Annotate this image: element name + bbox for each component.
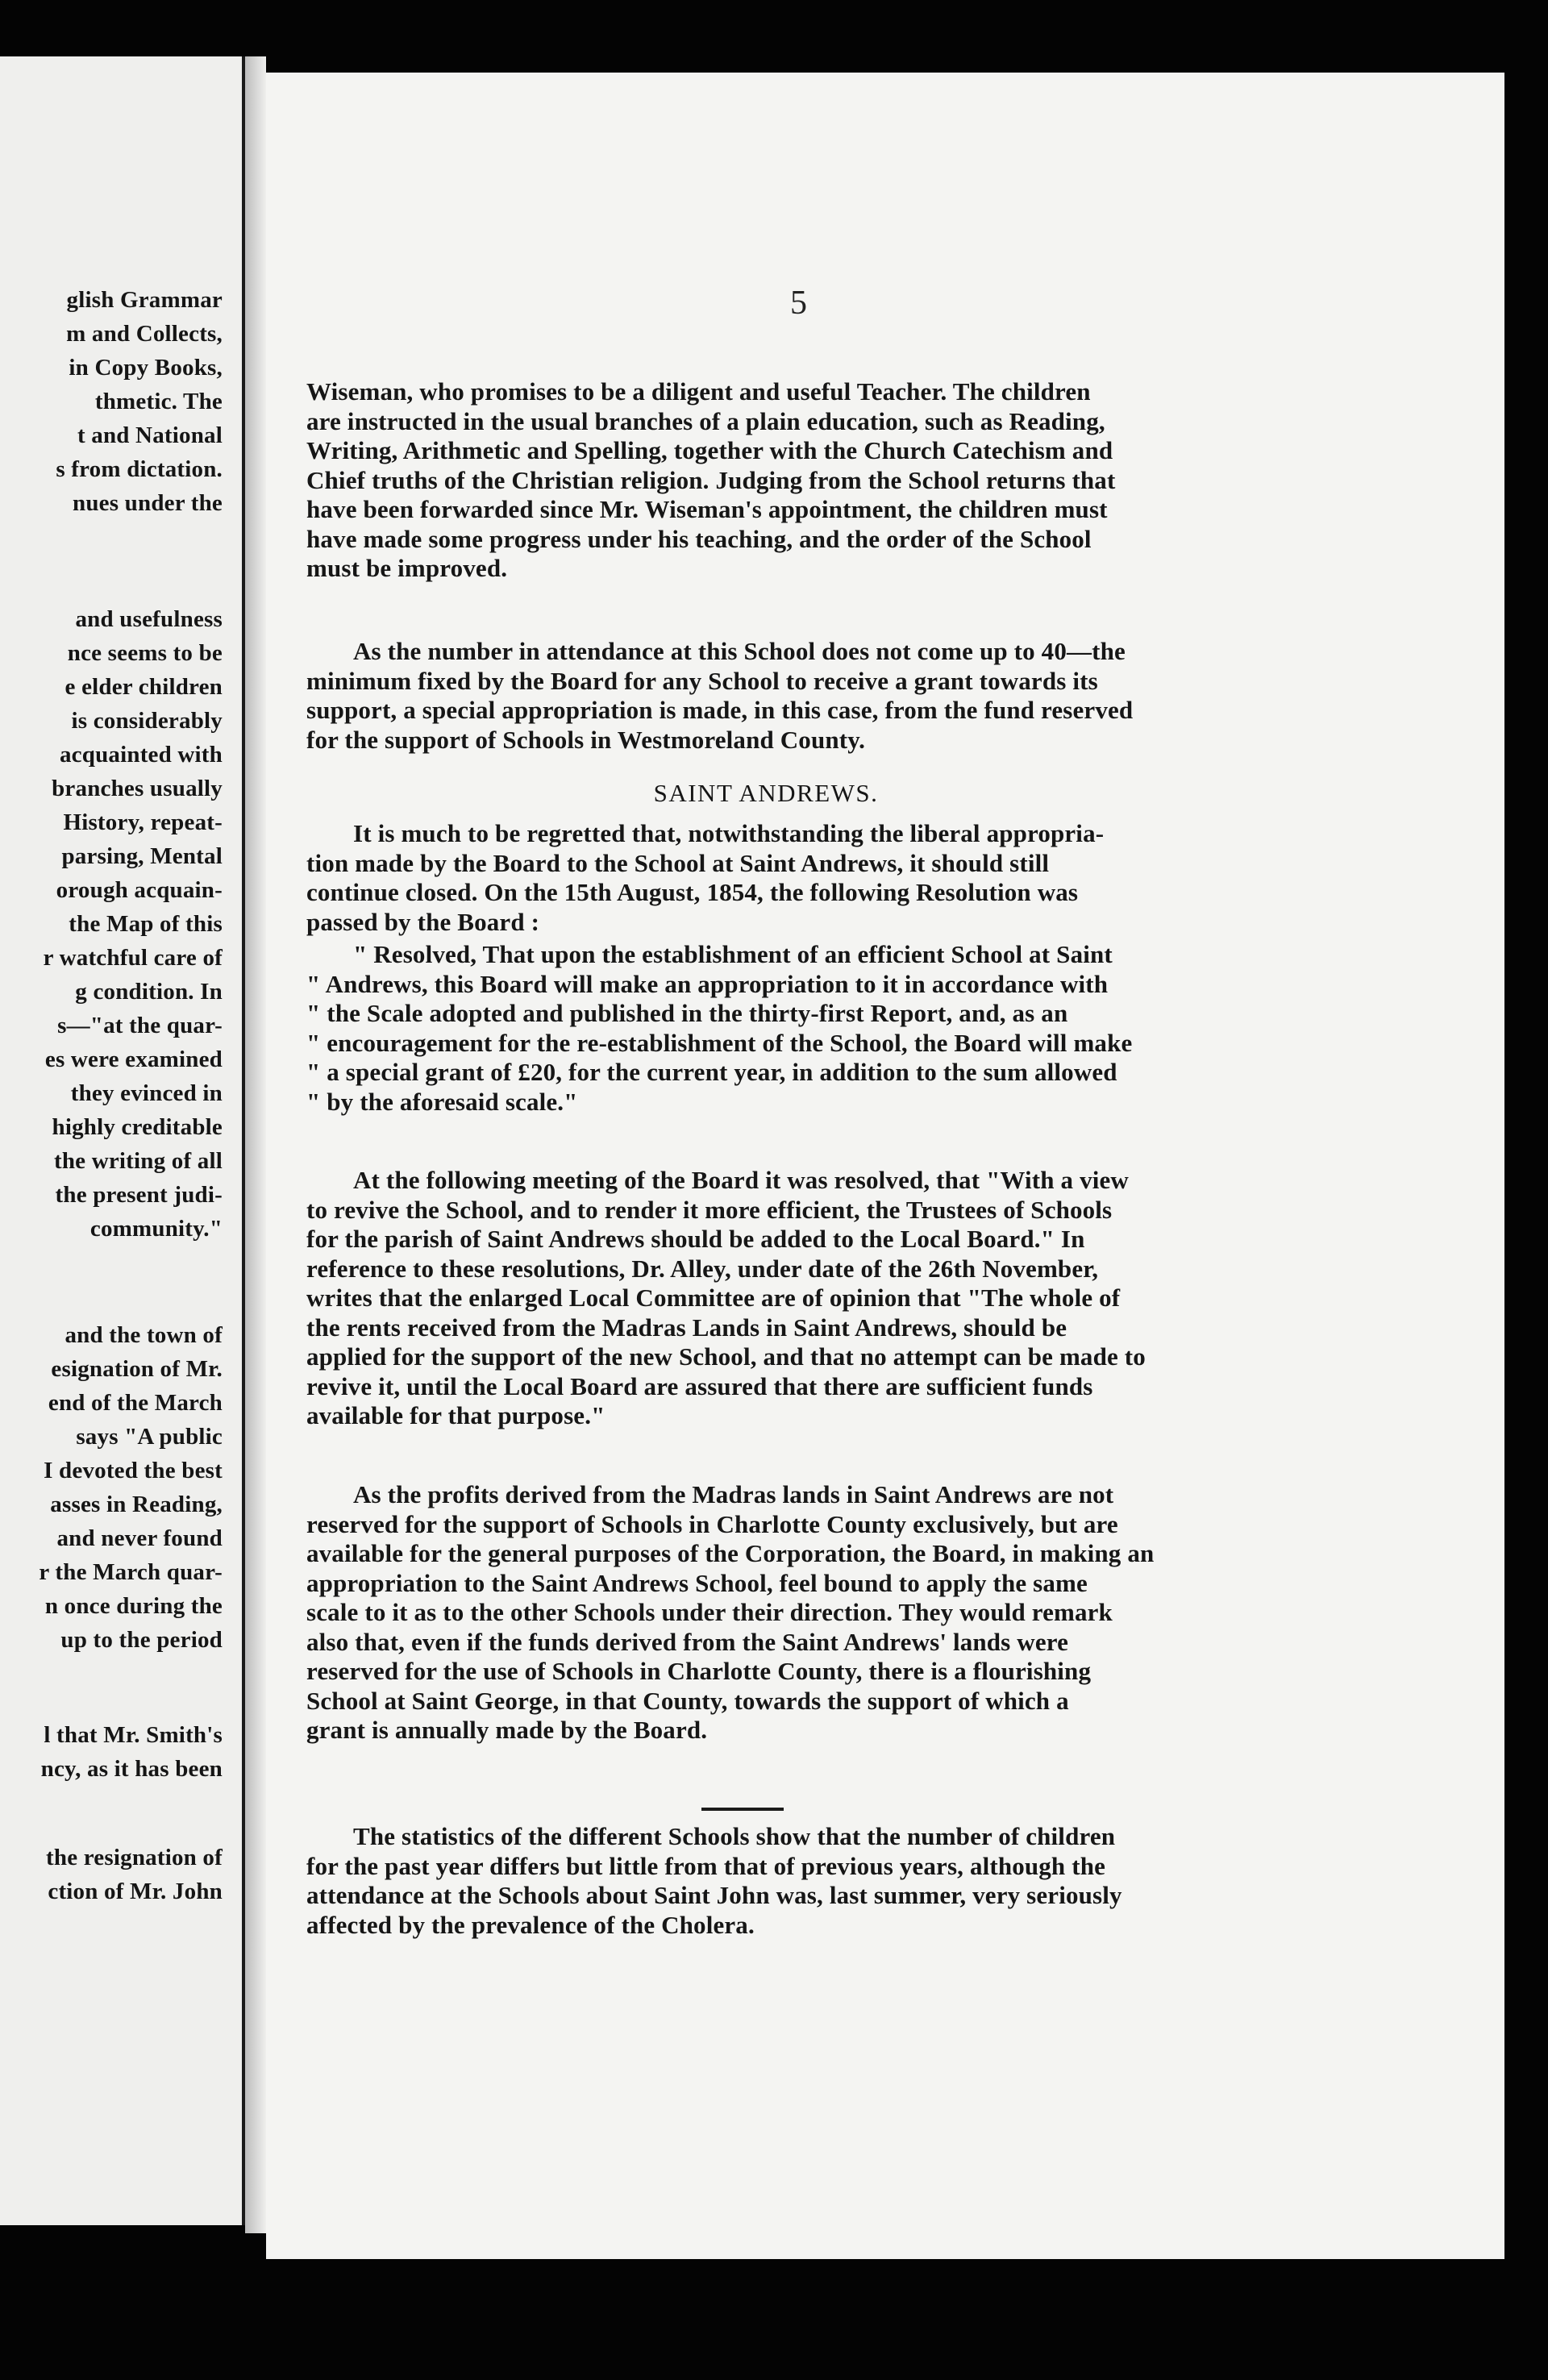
body-text-line: available for the general purposes of the Corporation, the Board, in making an bbox=[306, 1539, 1155, 1567]
left-page-line: nce seems to be bbox=[67, 640, 223, 666]
body-text-line: scale to it as to the other Schools under their direction. They would remark bbox=[306, 1598, 1113, 1626]
left-page-line: highly creditable bbox=[52, 1114, 223, 1140]
left-page-line: esignation of Mr. bbox=[51, 1356, 223, 1382]
left-page-line: l that Mr. Smith's bbox=[44, 1722, 223, 1748]
left-page-line: is considerably bbox=[71, 708, 223, 734]
page-number: 5 bbox=[790, 285, 807, 322]
body-text-line: At the following meeting of the Board it was resolved, that "With a view bbox=[353, 1166, 1129, 1194]
body-text-line: also that, even if the funds derived from the Saint Andrews' lands were bbox=[306, 1627, 1068, 1656]
body-text-line: reference to these resolutions, Dr. Alley, under date of the 26th November, bbox=[306, 1254, 1099, 1283]
body-text-line: applied for the support of the new School, and that no attempt can be made to bbox=[306, 1342, 1146, 1371]
page-shadow bbox=[245, 56, 266, 2233]
body-text-line: " Andrews, this Board will make an appropriation to it in accordance with bbox=[306, 969, 1109, 998]
left-page-line: and the town of bbox=[64, 1322, 223, 1348]
body-text-line: writes that the enlarged Local Committee are of opinion that "The whole of bbox=[306, 1284, 1121, 1312]
left-page-line: nues under the bbox=[73, 490, 223, 516]
body-text-line: As the number in attendance at this School does not come up to 40—the bbox=[353, 637, 1126, 665]
left-page-line: m and Collects, bbox=[66, 321, 223, 347]
left-page-line: acquainted with bbox=[59, 742, 223, 768]
left-page-line: and never found bbox=[56, 1525, 223, 1551]
left-page-line: branches usually bbox=[52, 776, 223, 801]
body-text-line: for the parish of Saint Andrews should be added to the Local Board." In bbox=[306, 1225, 1085, 1253]
body-text-line: " encouragement for the re-establishment of the School, the Board will make bbox=[306, 1028, 1133, 1057]
body-text-line: for the support of Schools in Westmoreland County. bbox=[306, 725, 866, 754]
body-text-line: Chief truths of the Christian religion. Judging from the School returns that bbox=[306, 465, 1116, 494]
left-page-line: e elder children bbox=[64, 674, 223, 700]
left-page-line: in Copy Books, bbox=[69, 355, 223, 381]
left-page-line: the present judi- bbox=[55, 1182, 223, 1208]
left-page-line: g condition. In bbox=[75, 979, 223, 1005]
body-text-line: reserved for the support of Schools in Charlotte County exclusively, but are bbox=[306, 1509, 1118, 1538]
body-text-line: support, a special appropriation is made, in this case, from the fund reserved bbox=[306, 696, 1134, 724]
left-page-line: the resignation of bbox=[46, 1845, 223, 1870]
body-text-line: to revive the School, and to render it more efficient, the Trustees of Schools bbox=[306, 1195, 1113, 1224]
body-text-line: As the profits derived from the Madras lands in Saint Andrews are not bbox=[353, 1480, 1114, 1508]
left-page-line: parsing, Mental bbox=[61, 843, 223, 869]
body-text-line: Writing, Arithmetic and Spelling, together with the Church Catechism and bbox=[306, 436, 1113, 464]
left-page-line: they evinced in bbox=[70, 1080, 223, 1106]
body-text-line: affected by the prevalence of the Cholera. bbox=[306, 1910, 755, 1939]
body-text-line: Wiseman, who promises to be a diligent and useful Teacher. The children bbox=[306, 377, 1091, 406]
left-page-line: s from dictation. bbox=[56, 456, 223, 482]
left-page-line: the writing of all bbox=[54, 1148, 223, 1174]
body-text-line: tion made by the Board to the School at Saint Andrews, it should still bbox=[306, 848, 1050, 877]
left-page-line: es were examined bbox=[44, 1046, 223, 1072]
body-text-line: passed by the Board : bbox=[306, 907, 540, 936]
left-page-line: t and National bbox=[77, 422, 223, 448]
left-page-line: end of the March bbox=[48, 1390, 223, 1416]
body-text-line: attendance at the Schools about Saint John was, last summer, very seriously bbox=[306, 1881, 1122, 1909]
body-text-line: minimum fixed by the Board for any School to receive a grant towards its bbox=[306, 666, 1098, 695]
body-text-line: appropriation to the Saint Andrews School, feel bound to apply the same bbox=[306, 1568, 1088, 1597]
left-page-line: up to the period bbox=[60, 1627, 223, 1653]
body-text-line: revive it, until the Local Board are assured that there are sufficient funds bbox=[306, 1371, 1093, 1400]
body-text-line: " the Scale adopted and published in the thirty-first Report, and, as an bbox=[306, 999, 1068, 1027]
body-text-line: available for that purpose." bbox=[306, 1401, 605, 1429]
body-text-line: School at Saint George, in that County, towards the support of which a bbox=[306, 1686, 1069, 1715]
body-text-line: The statistics of the different Schools show that the number of children bbox=[353, 1822, 1116, 1850]
body-text-line: are instructed in the usual branches of a plain education, such as Reading, bbox=[306, 406, 1105, 435]
right-page bbox=[266, 73, 1504, 2259]
left-page-line: History, repeat- bbox=[63, 809, 223, 835]
body-text-line: " a special grant of £20, for the current year, in addition to the sum allowed bbox=[306, 1058, 1117, 1086]
left-page-line: orough acquain- bbox=[56, 877, 223, 903]
left-page-line: and usefulness bbox=[75, 606, 223, 632]
body-text-line: have been forwarded since Mr. Wiseman's appointment, the children must bbox=[306, 495, 1108, 523]
left-page-line: community." bbox=[89, 1216, 223, 1242]
left-page-line: s—"at the quar- bbox=[57, 1013, 223, 1038]
body-text-line: have made some progress under his teaching, and the order of the School bbox=[306, 524, 1092, 553]
body-text-line: grant is annually made by the Board. bbox=[306, 1716, 708, 1744]
body-text-line: the rents received from the Madras Lands in Saint Andrews, should be bbox=[306, 1313, 1067, 1342]
left-page-line: ncy, as it has been bbox=[40, 1756, 223, 1782]
left-page-line: thmetic. The bbox=[94, 389, 223, 414]
left-page-line: says "A public bbox=[76, 1424, 223, 1450]
left-page-line: glish Grammar bbox=[66, 287, 223, 313]
body-text-line: continue closed. On the 15th August, 1854, the following Resolution was bbox=[306, 878, 1079, 906]
body-text-line: reserved for the use of Schools in Charlotte County, there is a flourishing bbox=[306, 1657, 1092, 1685]
left-page-line: r watchful care of bbox=[43, 945, 223, 971]
left-page-line: ction of Mr. John bbox=[48, 1879, 223, 1904]
body-text-line: It is much to be regretted that, notwithstanding the liberal appropria- bbox=[353, 819, 1105, 847]
separator-rule bbox=[701, 1808, 784, 1811]
section-heading: SAINT ANDREWS. bbox=[653, 779, 879, 807]
left-page-line: I devoted the best bbox=[44, 1458, 223, 1483]
body-text-line: for the past year differs but little from that of previous years, although the bbox=[306, 1851, 1105, 1880]
left-page-line: n once during the bbox=[44, 1593, 223, 1619]
left-page-line: asses in Reading, bbox=[50, 1492, 223, 1517]
left-page-line: the Map of this bbox=[69, 911, 223, 937]
left-page-fragment bbox=[0, 56, 243, 2225]
body-text-line: " by the aforesaid scale." bbox=[306, 1087, 578, 1116]
body-text-line: " Resolved, That upon the establishment of an efficient School at Saint bbox=[353, 940, 1113, 968]
left-page-line: r the March quar- bbox=[39, 1559, 223, 1585]
body-text-line: must be improved. bbox=[306, 554, 508, 582]
